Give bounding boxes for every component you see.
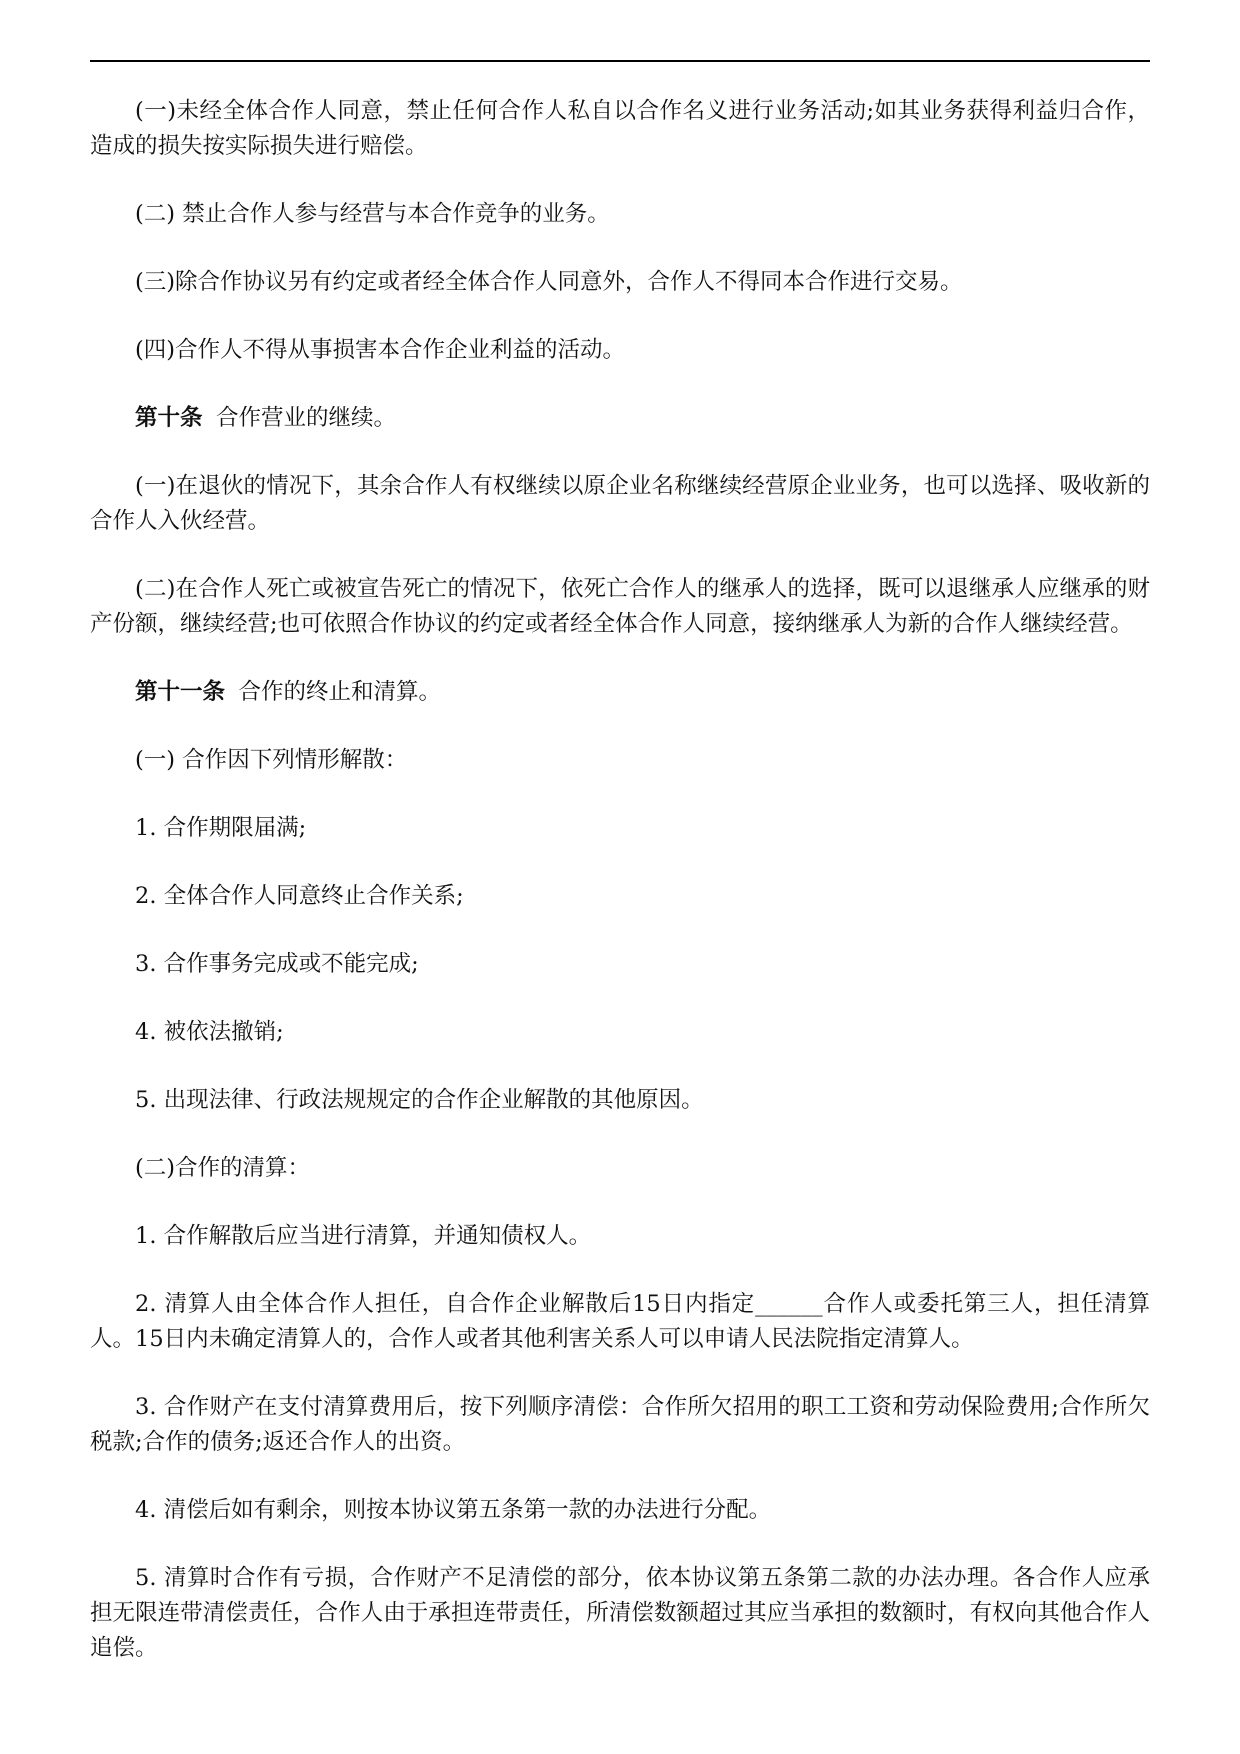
list-item xyxy=(90,811,1150,846)
list-item xyxy=(90,1219,1150,1254)
list-item-text: 4. 清偿后如有剩余，则按本协议第五条第一款的办法进行分配。 xyxy=(135,1497,772,1523)
list-item-text: 2. 清算人由全体合作人担任，自合作企业解散后15日内指定______合作人或委托第三人，担任清算人。15日内未确定清算人的，合作人或者其他利害关系人可以申请人民法院指定清算人。 xyxy=(90,1291,1150,1352)
list-item-text: 4. 被依法撤销; xyxy=(135,1019,284,1045)
list-item-text: 5. 清算时合作有亏损，合作财产不足清偿的部分，依本协议第五条第二款的办法办理。各合作人应承担无限连带清偿责任，合作人由于承担连带责任，所清偿数额超过其应当承担的数额时，有权向其他合作人追偿。 xyxy=(90,1565,1150,1661)
article-heading xyxy=(90,401,1150,436)
paragraph-text: (二) 禁止合作人参与经营与本合作竞争的业务。 xyxy=(135,201,610,227)
paragraph xyxy=(90,333,1150,368)
list-item xyxy=(90,1493,1150,1528)
paragraph-text: (二)合作的清算： xyxy=(135,1155,311,1181)
paragraph-text: (四)合作人不得从事损害本合作企业利益的活动。 xyxy=(135,337,626,363)
list-item xyxy=(90,1083,1150,1118)
article-number: 第十条 xyxy=(135,405,203,431)
paragraph xyxy=(90,743,1150,778)
list-item-text: 3. 合作事务完成或不能完成; xyxy=(135,951,419,977)
paragraph xyxy=(90,469,1150,539)
list-item xyxy=(90,1015,1150,1050)
paragraph xyxy=(90,1151,1150,1186)
paragraph xyxy=(90,572,1150,642)
list-item xyxy=(90,947,1150,982)
article-number: 第十一条 xyxy=(135,679,226,705)
paragraph xyxy=(90,94,1150,164)
list-item-text: 1. 合作期限届满; xyxy=(135,815,307,841)
paragraph-text: (一)未经全体合作人同意，禁止任何合作人私自以合作名义进行业务活动;如其业务获得利益归合作，造成的损失按实际损失进行赔偿。 xyxy=(90,98,1150,159)
list-item xyxy=(90,879,1150,914)
document-body xyxy=(90,94,1150,1699)
paragraph-text: (三)除合作协议另有约定或者经全体合作人同意外，合作人不得同本合作进行交易。 xyxy=(135,269,963,295)
paragraph-text: (一) 合作因下列情形解散： xyxy=(135,747,408,773)
paragraph xyxy=(90,265,1150,300)
list-item-text: 1. 合作解散后应当进行清算，并通知债权人。 xyxy=(135,1223,592,1249)
list-item-text: 2. 全体合作人同意终止合作关系; xyxy=(135,883,464,909)
list-item xyxy=(90,1390,1150,1460)
list-item xyxy=(90,1287,1150,1357)
list-item xyxy=(90,1561,1150,1666)
paragraph xyxy=(90,197,1150,232)
list-item-text: 5. 出现法律、行政法规规定的合作企业解散的其他原因。 xyxy=(135,1087,704,1113)
article-heading xyxy=(90,675,1150,710)
header-rule xyxy=(90,60,1150,62)
paragraph-text: (一)在退伙的情况下，其余合作人有权继续以原企业名称继续经营原企业业务，也可以选择、吸收新的合作人入伙经营。 xyxy=(90,473,1150,534)
article-title: 合作的终止和清算。 xyxy=(238,679,442,705)
article-title: 合作营业的继续。 xyxy=(216,405,397,431)
paragraph-text: (二)在合作人死亡或被宣告死亡的情况下，依死亡合作人的继承人的选择，既可以退继承人应继承的财产份额，继续经营;也可依照合作协议的约定或者经全体合作人同意，接纳继承人为新的合作人继续经营。 xyxy=(90,576,1150,637)
list-item-text: 3. 合作财产在支付清算费用后，按下列顺序清偿：合作所欠招用的职工工资和劳动保险费用;合作所欠税款;合作的债务;返还合作人的出资。 xyxy=(90,1394,1150,1455)
